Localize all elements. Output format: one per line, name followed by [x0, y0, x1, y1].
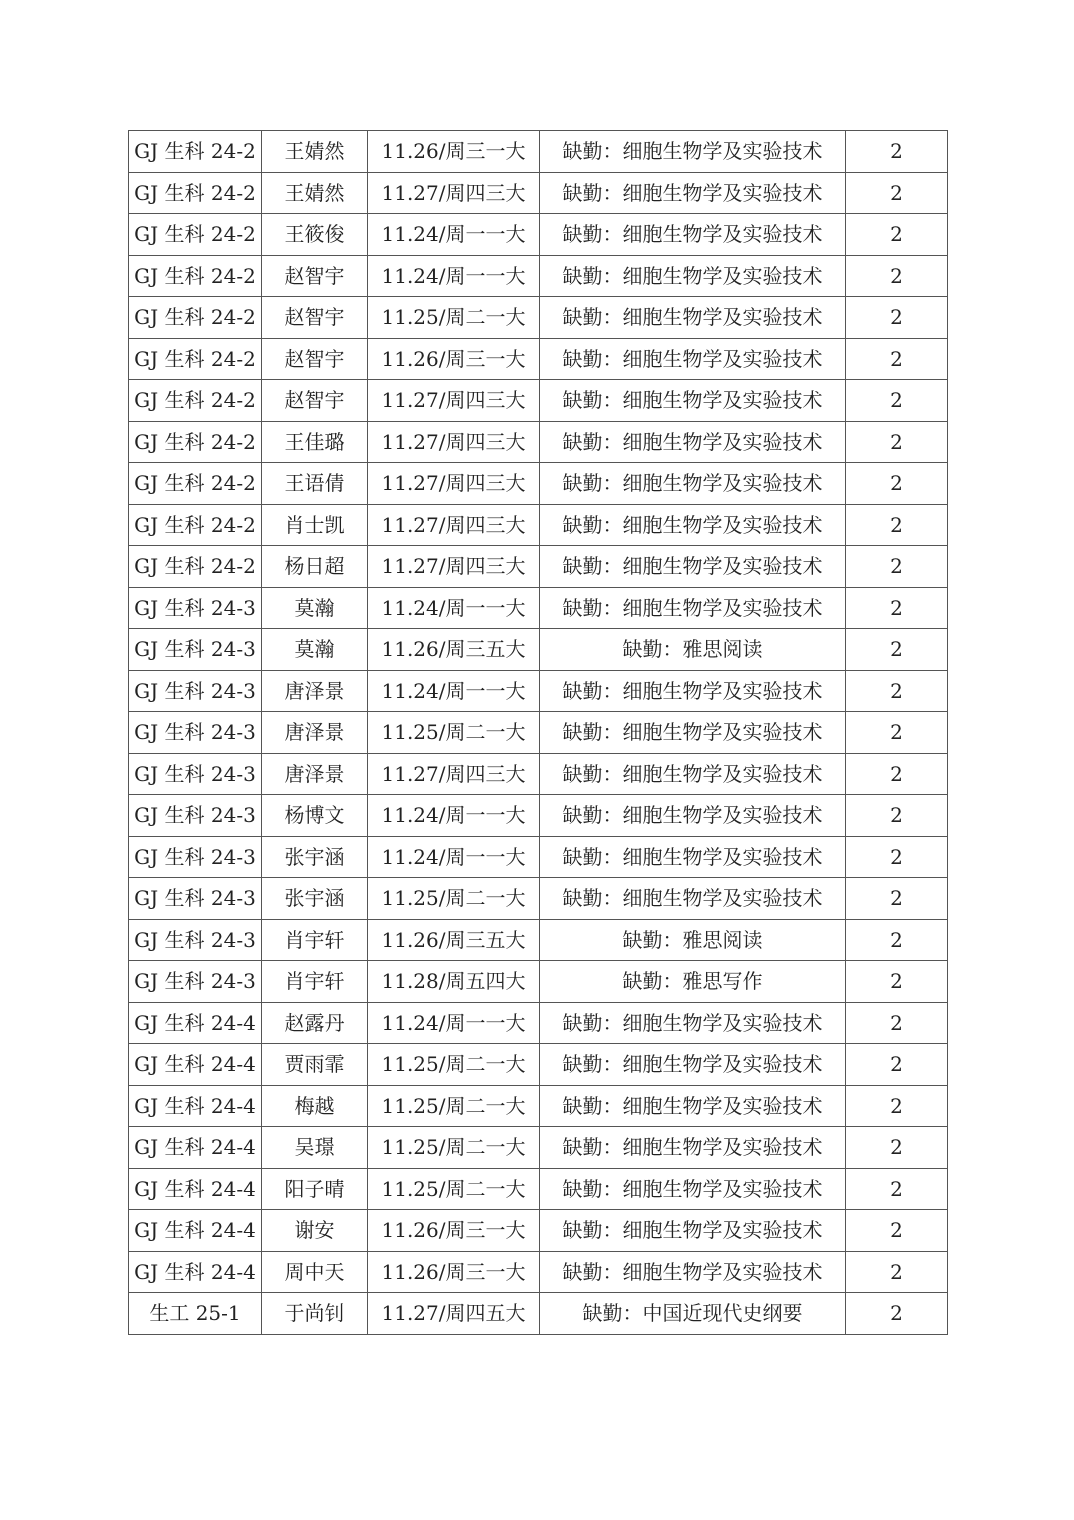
absence-reason-cell: 缺勤：细胞生物学及实验技术 [540, 1002, 846, 1044]
student-name-cell: 莫瀚 [262, 587, 368, 629]
table-row [129, 836, 948, 878]
absence-reason-cell: 缺勤：细胞生物学及实验技术 [540, 172, 846, 214]
class-cell: GJ 生科 24-4 [129, 1210, 262, 1252]
student-name-cell: 于尚钊 [262, 1293, 368, 1335]
date-period-cell: 11.25/周二一大 [368, 1044, 540, 1086]
table-row [129, 214, 948, 256]
table-row [129, 1002, 948, 1044]
absence-reason-cell: 缺勤：细胞生物学及实验技术 [540, 1044, 846, 1086]
date-period-cell: 11.24/周一一大 [368, 214, 540, 256]
hours-cell: 2 [846, 1127, 948, 1169]
table-row [129, 546, 948, 588]
hours-cell: 2 [846, 836, 948, 878]
absence-reason-cell: 缺勤：细胞生物学及实验技术 [540, 836, 846, 878]
student-name-cell: 谢安 [262, 1210, 368, 1252]
class-cell: GJ 生科 24-3 [129, 629, 262, 671]
table-row [129, 131, 948, 173]
class-cell: GJ 生科 24-2 [129, 297, 262, 339]
class-cell: GJ 生科 24-4 [129, 1251, 262, 1293]
absence-reason-cell: 缺勤：细胞生物学及实验技术 [540, 546, 846, 588]
table-row [129, 1251, 948, 1293]
table-row [129, 504, 948, 546]
date-period-cell: 11.26/周三一大 [368, 1210, 540, 1252]
date-period-cell: 11.27/周四三大 [368, 504, 540, 546]
absence-reason-cell: 缺勤：细胞生物学及实验技术 [540, 587, 846, 629]
student-name-cell: 周中天 [262, 1251, 368, 1293]
class-cell: GJ 生科 24-4 [129, 1085, 262, 1127]
absence-reason-cell: 缺勤：细胞生物学及实验技术 [540, 504, 846, 546]
date-period-cell: 11.25/周二一大 [368, 1168, 540, 1210]
hours-cell: 2 [846, 795, 948, 837]
table-row [129, 421, 948, 463]
hours-cell: 2 [846, 131, 948, 173]
absence-reason-cell: 缺勤：细胞生物学及实验技术 [540, 1085, 846, 1127]
hours-cell: 2 [846, 297, 948, 339]
student-name-cell: 唐泽景 [262, 670, 368, 712]
student-name-cell: 肖士凯 [262, 504, 368, 546]
date-period-cell: 11.24/周一一大 [368, 255, 540, 297]
class-cell: GJ 生科 24-2 [129, 214, 262, 256]
hours-cell: 2 [846, 1210, 948, 1252]
student-name-cell: 杨博文 [262, 795, 368, 837]
hours-cell: 2 [846, 919, 948, 961]
class-cell: GJ 生科 24-2 [129, 338, 262, 380]
table-row [129, 587, 948, 629]
student-name-cell: 杨日超 [262, 546, 368, 588]
date-period-cell: 11.28/周五四大 [368, 961, 540, 1003]
table-row [129, 629, 948, 671]
absence-reason-cell: 缺勤：细胞生物学及实验技术 [540, 1168, 846, 1210]
absence-reason-cell: 缺勤：雅思写作 [540, 961, 846, 1003]
hours-cell: 2 [846, 712, 948, 754]
absence-reason-cell: 缺勤：细胞生物学及实验技术 [540, 670, 846, 712]
class-cell: GJ 生科 24-3 [129, 670, 262, 712]
hours-cell: 2 [846, 421, 948, 463]
date-period-cell: 11.27/周四三大 [368, 380, 540, 422]
table-row [129, 961, 948, 1003]
table-row [129, 1127, 948, 1169]
date-period-cell: 11.24/周一一大 [368, 836, 540, 878]
student-name-cell: 赵智宇 [262, 380, 368, 422]
class-cell: GJ 生科 24-3 [129, 753, 262, 795]
absence-reason-cell: 缺勤：细胞生物学及实验技术 [540, 1210, 846, 1252]
class-cell: GJ 生科 24-4 [129, 1168, 262, 1210]
hours-cell: 2 [846, 629, 948, 671]
hours-cell: 2 [846, 214, 948, 256]
student-name-cell: 赵智宇 [262, 255, 368, 297]
student-name-cell: 梅越 [262, 1085, 368, 1127]
hours-cell: 2 [846, 753, 948, 795]
hours-cell: 2 [846, 1002, 948, 1044]
absence-reason-cell: 缺勤：细胞生物学及实验技术 [540, 463, 846, 505]
student-name-cell: 肖宇轩 [262, 919, 368, 961]
class-cell: GJ 生科 24-3 [129, 961, 262, 1003]
table-row [129, 1168, 948, 1210]
hours-cell: 2 [846, 546, 948, 588]
hours-cell: 2 [846, 587, 948, 629]
student-name-cell: 唐泽景 [262, 753, 368, 795]
attendance-table-body [129, 131, 948, 1335]
absence-reason-cell: 缺勤：细胞生物学及实验技术 [540, 795, 846, 837]
hours-cell: 2 [846, 961, 948, 1003]
hours-cell: 2 [846, 380, 948, 422]
student-name-cell: 王婧然 [262, 172, 368, 214]
table-row [129, 1210, 948, 1252]
class-cell: GJ 生科 24-4 [129, 1002, 262, 1044]
table-row [129, 1293, 948, 1335]
class-cell: GJ 生科 24-4 [129, 1044, 262, 1086]
date-period-cell: 11.27/周四三大 [368, 421, 540, 463]
class-cell: GJ 生科 24-3 [129, 587, 262, 629]
class-cell: GJ 生科 24-3 [129, 878, 262, 920]
class-cell: GJ 生科 24-2 [129, 421, 262, 463]
class-cell: GJ 生科 24-2 [129, 546, 262, 588]
date-period-cell: 11.24/周一一大 [368, 1002, 540, 1044]
student-name-cell: 阳子晴 [262, 1168, 368, 1210]
absence-reason-cell: 缺勤：细胞生物学及实验技术 [540, 214, 846, 256]
absence-reason-cell: 缺勤：雅思阅读 [540, 919, 846, 961]
hours-cell: 2 [846, 1251, 948, 1293]
table-row [129, 297, 948, 339]
table-row [129, 919, 948, 961]
date-period-cell: 11.24/周一一大 [368, 795, 540, 837]
student-name-cell: 吴璟 [262, 1127, 368, 1169]
student-name-cell: 赵智宇 [262, 338, 368, 380]
date-period-cell: 11.27/周四三大 [368, 172, 540, 214]
class-cell: GJ 生科 24-3 [129, 712, 262, 754]
hours-cell: 2 [846, 255, 948, 297]
hours-cell: 2 [846, 338, 948, 380]
date-period-cell: 11.24/周一一大 [368, 670, 540, 712]
student-name-cell: 肖宇轩 [262, 961, 368, 1003]
date-period-cell: 11.26/周三一大 [368, 1251, 540, 1293]
date-period-cell: 11.26/周三一大 [368, 338, 540, 380]
absence-reason-cell: 缺勤：细胞生物学及实验技术 [540, 255, 846, 297]
date-period-cell: 11.26/周三五大 [368, 629, 540, 671]
class-cell: GJ 生科 24-4 [129, 1127, 262, 1169]
hours-cell: 2 [846, 1293, 948, 1335]
date-period-cell: 11.25/周二一大 [368, 297, 540, 339]
absence-reason-cell: 缺勤：细胞生物学及实验技术 [540, 131, 846, 173]
class-cell: GJ 生科 24-2 [129, 380, 262, 422]
student-name-cell: 唐泽景 [262, 712, 368, 754]
class-cell: GJ 生科 24-2 [129, 172, 262, 214]
date-period-cell: 11.24/周一一大 [368, 587, 540, 629]
student-name-cell: 王婧然 [262, 131, 368, 173]
date-period-cell: 11.27/周四三大 [368, 463, 540, 505]
table-row [129, 753, 948, 795]
table-row [129, 255, 948, 297]
student-name-cell: 赵露丹 [262, 1002, 368, 1044]
class-cell: GJ 生科 24-2 [129, 463, 262, 505]
hours-cell: 2 [846, 1085, 948, 1127]
absence-reason-cell: 缺勤：细胞生物学及实验技术 [540, 1127, 846, 1169]
class-cell: GJ 生科 24-3 [129, 795, 262, 837]
date-period-cell: 11.25/周二一大 [368, 1127, 540, 1169]
student-name-cell: 赵智宇 [262, 297, 368, 339]
table-row [129, 380, 948, 422]
student-name-cell: 王佳璐 [262, 421, 368, 463]
table-row [129, 1085, 948, 1127]
absence-reason-cell: 缺勤：细胞生物学及实验技术 [540, 297, 846, 339]
date-period-cell: 11.27/周四三大 [368, 753, 540, 795]
date-period-cell: 11.25/周二一大 [368, 1085, 540, 1127]
class-cell: GJ 生科 24-3 [129, 836, 262, 878]
table-row [129, 712, 948, 754]
table-row [129, 670, 948, 712]
absence-reason-cell: 缺勤：细胞生物学及实验技术 [540, 380, 846, 422]
absence-reason-cell: 缺勤：细胞生物学及实验技术 [540, 1251, 846, 1293]
hours-cell: 2 [846, 172, 948, 214]
absence-reason-cell: 缺勤：雅思阅读 [540, 629, 846, 671]
student-name-cell: 贾雨霏 [262, 1044, 368, 1086]
class-cell: GJ 生科 24-2 [129, 255, 262, 297]
absence-reason-cell: 缺勤：细胞生物学及实验技术 [540, 338, 846, 380]
student-name-cell: 张宇涵 [262, 836, 368, 878]
hours-cell: 2 [846, 670, 948, 712]
hours-cell: 2 [846, 463, 948, 505]
table-row [129, 795, 948, 837]
student-name-cell: 王筱俊 [262, 214, 368, 256]
absence-reason-cell: 缺勤：细胞生物学及实验技术 [540, 712, 846, 754]
class-cell: GJ 生科 24-3 [129, 919, 262, 961]
date-period-cell: 11.25/周二一大 [368, 712, 540, 754]
absence-reason-cell: 缺勤：中国近现代史纲要 [540, 1293, 846, 1335]
class-cell: GJ 生科 24-2 [129, 504, 262, 546]
date-period-cell: 11.27/周四三大 [368, 546, 540, 588]
absence-reason-cell: 缺勤：细胞生物学及实验技术 [540, 421, 846, 463]
hours-cell: 2 [846, 1044, 948, 1086]
class-cell: GJ 生科 24-2 [129, 131, 262, 173]
hours-cell: 2 [846, 1168, 948, 1210]
date-period-cell: 11.26/周三一大 [368, 131, 540, 173]
table-row [129, 172, 948, 214]
absence-reason-cell: 缺勤：细胞生物学及实验技术 [540, 753, 846, 795]
student-name-cell: 王语倩 [262, 463, 368, 505]
table-row [129, 1044, 948, 1086]
date-period-cell: 11.27/周四五大 [368, 1293, 540, 1335]
table-row [129, 463, 948, 505]
hours-cell: 2 [846, 878, 948, 920]
student-name-cell: 莫瀚 [262, 629, 368, 671]
class-cell: 生工 25-1 [129, 1293, 262, 1335]
table-row [129, 338, 948, 380]
absence-reason-cell: 缺勤：细胞生物学及实验技术 [540, 878, 846, 920]
table-row [129, 878, 948, 920]
attendance-table [128, 130, 948, 1335]
student-name-cell: 张宇涵 [262, 878, 368, 920]
hours-cell: 2 [846, 504, 948, 546]
date-period-cell: 11.26/周三五大 [368, 919, 540, 961]
date-period-cell: 11.25/周二一大 [368, 878, 540, 920]
